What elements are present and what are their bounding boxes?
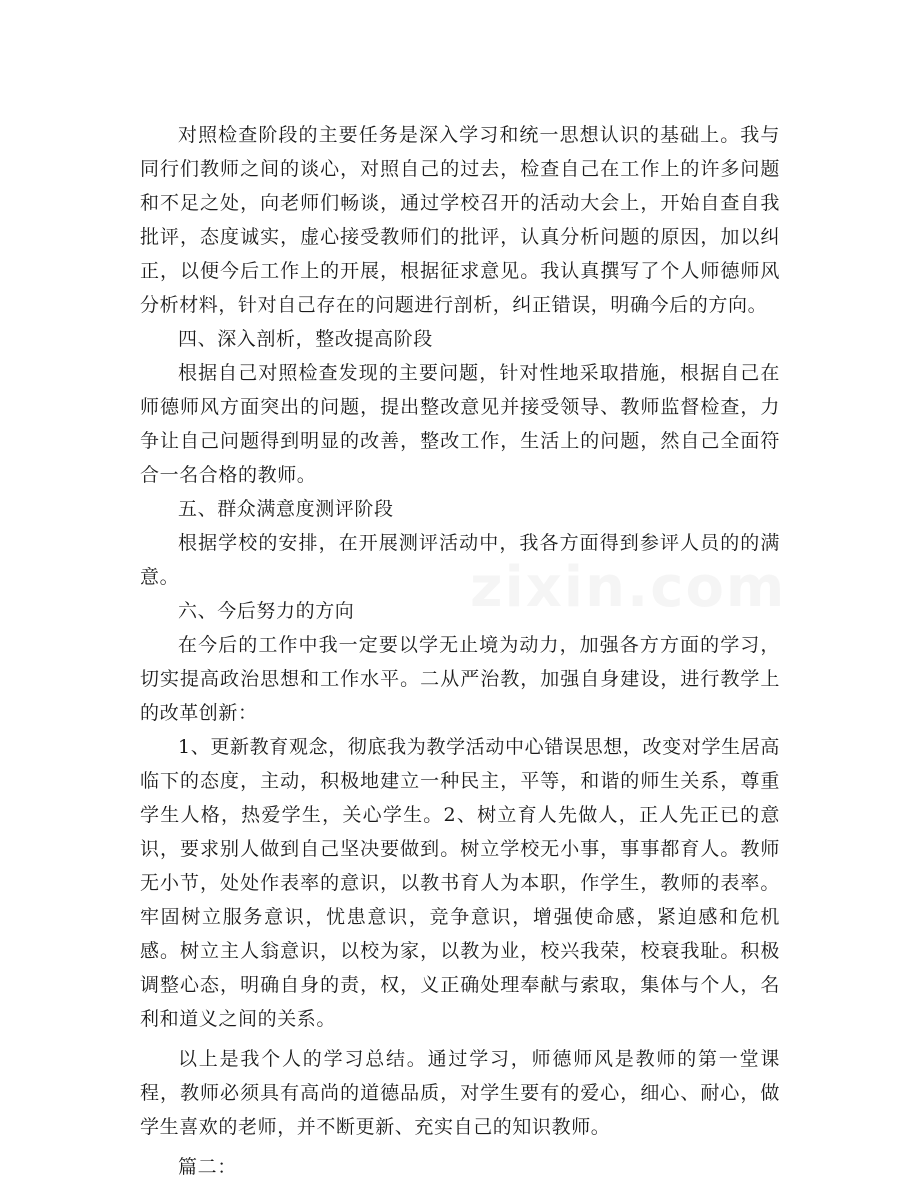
heading-section-six: 六、今后努力的方向 xyxy=(178,600,355,622)
heading-section-five: 五、群众满意度测评阶段 xyxy=(178,498,394,520)
watermark: zixin.com xyxy=(470,555,787,620)
paragraph-summary: 以上是我个人的学习总结。通过学习，师德师风是教师的第一堂课程，教师必须具有高尚的道德品质，对学生要有的爱心，细心、耐心，做学生喜欢的老师，并不断更新、充实自己的知识教师。 xyxy=(140,1048,780,1138)
paragraph-review-stage: 对照检查阶段的主要任务是深入学习和统一思想认识的基础上。我与同行们教师之间的谈心，对照自己的过去，检查自己在工作上的许多问题和不足之处，向老师们畅谈，通过学校召开的活动大会上，开始自查自我批评，态度诚实，虚心接受教师们的批评，认真分析问题的原因，加以纠正，以便今后工作上的开展，根据征求意见。我认真撰写了个人师德师风分析材料，针对自己存在的问题进行剖析，纠正错误，明确今后的方向。 xyxy=(140,124,780,316)
paragraph-measures: 1、更新教育观念，彻底我为教学活动中心错误思想，改变对学生居高临下的态度，主动，积极地建立一种民主，平等，和谐的师生关系，尊重学生人格，热爱学生，关心学生。2、树立育人先做人，正人先正已的意识，要求别人做到自己坚决要做到。树立学校无小事，事事都育人。教师无小节，处处作表率的意识，以教书育人为本职，作学生，教师的表率。牢固树立服务意识，忧患意识，竞争意识，增强使命感，紧迫感和危机感。树立主人翁意识，以校为家，以教为业，校兴我荣，校衰我耻。积极调整心态，明确自身的责，权，义正确处理奉献与索取，集体与个人，名利和道义之间的关系。 xyxy=(140,736,780,1030)
paragraph-satisfaction: 根据学校的安排，在开展测评活动中，我各方面得到参评人员的的满意。 xyxy=(140,532,780,588)
heading-part-two: 篇二： xyxy=(178,1156,237,1178)
paragraph-rectification: 根据自己对照检查发现的主要问题，针对性地采取措施，根据自己在师德师风方面突出的问题，提出整改意见并接受领导、教师监督检查，力争让自己问题得到明显的改善，整改工作，生活上的问题，然自己全面符合一名合格的教师。 xyxy=(140,362,780,486)
heading-section-four: 四、深入剖析，整改提高阶段 xyxy=(178,328,433,350)
document-body xyxy=(140,118,780,1184)
paragraph-future-work: 在今后的工作中我一定要以学无止境为动力，加强各方方面的学习，切实提高政治思想和工作水平。二从严治教，加强自身建设，进行教学上的改革创新： xyxy=(140,634,780,724)
